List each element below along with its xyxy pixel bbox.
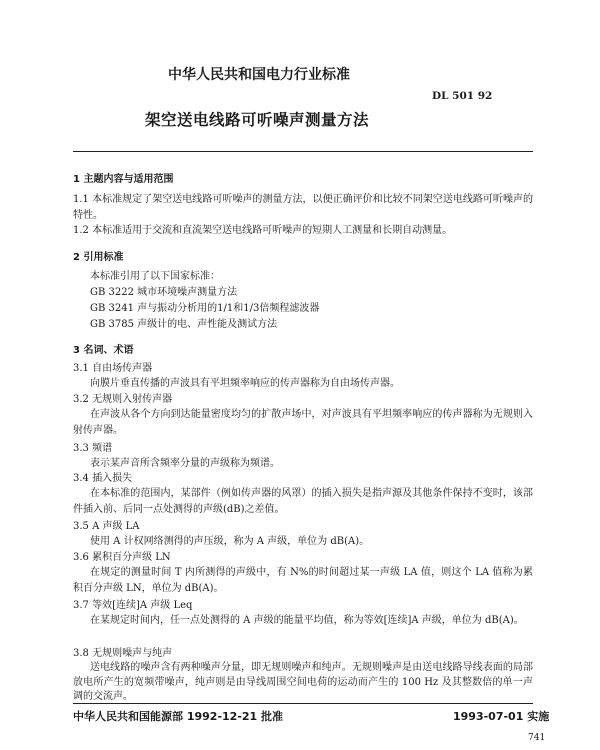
clause-1-2: 1.2 本标准适用于交流和直流架空送电线路可听噪声的短期人工测量和长期自动测量。 <box>73 225 453 236</box>
header-divider <box>73 151 533 152</box>
term-3-5-definition: 使用 A 计权网络测得的声压级，称为 A 声级，单位为 dB(A)。 <box>90 536 370 547</box>
reference-item: GB 3241 声与振动分析用的1/1和1/3倍频程滤波器 <box>90 303 320 314</box>
effective-date: 1993-07-01 实施 <box>453 710 550 723</box>
reference-item: GB 3785 声级计的电、声性能及测试方法 <box>90 319 278 330</box>
footer-divider <box>73 703 533 704</box>
term-3-5-title: 3.5 A 声级 LA <box>73 521 140 532</box>
approval-info: 中华人民共和国能源部 1992-12-21 批准 <box>73 710 284 723</box>
term-3-3-title: 3.3 频谱 <box>73 443 113 454</box>
standard-category: 中华人民共和国电力行业标准 <box>168 67 350 83</box>
section-2-heading: 2 引用标准 <box>73 252 124 263</box>
clause-1-1: 1.1 本标准规定了架空送电线路可听噪声的测量方法，以便正确评价和比较不同架空送电线路可听噪声的特性。 <box>73 194 533 221</box>
term-3-6-title: 3.6 累积百分声级 LN <box>73 552 171 563</box>
term-3-3-definition: 表示某声音所含频率分量的声级称为频谱。 <box>90 458 280 469</box>
term-3-2-title: 3.2 无规则入射传声器 <box>73 394 173 405</box>
section-3-heading: 3 名词、术语 <box>73 345 134 356</box>
term-3-2-definition: 在声波从各个方向到达能量密度均匀的扩散声场中，对声波具有平坦频率响应的传声器称为无规则入射传声器。 <box>73 409 533 436</box>
document-title: 架空送电线路可听噪声测量方法 <box>145 111 370 129</box>
term-3-7-title: 3.7 等效[连续]A 声级 Leq <box>73 600 193 611</box>
term-3-4-definition: 在本标准的范围内，某部件（例如传声器的风罩）的插入损失是指声源及其他条件保持不变时，该部件插入前、后同一点处测得的声级(dB)之差值。 <box>73 488 533 515</box>
page-number: 741 <box>528 733 546 743</box>
references-intro: 本标准引用了以下国家标准： <box>90 271 220 282</box>
term-3-7-definition: 在某规定时间内，任一点处测得的 A 声级的能量平均值，称为等效[连续]A 声级，单位为 dB(A)。 <box>90 615 524 626</box>
term-3-6-definition: 在规定的测量时间 T 内所测得的声级中，有 N%的时间超过某一声级 LA 值，则这个 LA 值称为累积百分声级 LN，单位为 dB(A)。 <box>73 567 533 594</box>
reference-item: GB 3222 城市环境噪声测量方法 <box>90 287 238 298</box>
standard-code: DL 501 92 <box>432 90 493 102</box>
term-3-1-title: 3.1 自由场传声器 <box>73 363 153 374</box>
term-3-4-title: 3.4 插入损失 <box>73 473 133 484</box>
term-3-8-title: 3.8 无规则噪声与纯声 <box>73 648 173 659</box>
term-3-1-definition: 向膜片垂直传播的声波具有平坦频率响应的传声器称为自由场传声器。 <box>90 378 400 389</box>
section-1-heading: 1 主题内容与适用范围 <box>73 174 174 185</box>
term-3-8-definition: 送电线路的噪声含有两种噪声分量，即无规则噪声和纯声。无规则噪声是由送电线路导线表面的局部放电所产生的宽频带噪声，纯声则是由导线周围空间电荷的运动而产生的 100 Hz 及其整数倍的单一声调的交流声。 <box>73 662 533 702</box>
